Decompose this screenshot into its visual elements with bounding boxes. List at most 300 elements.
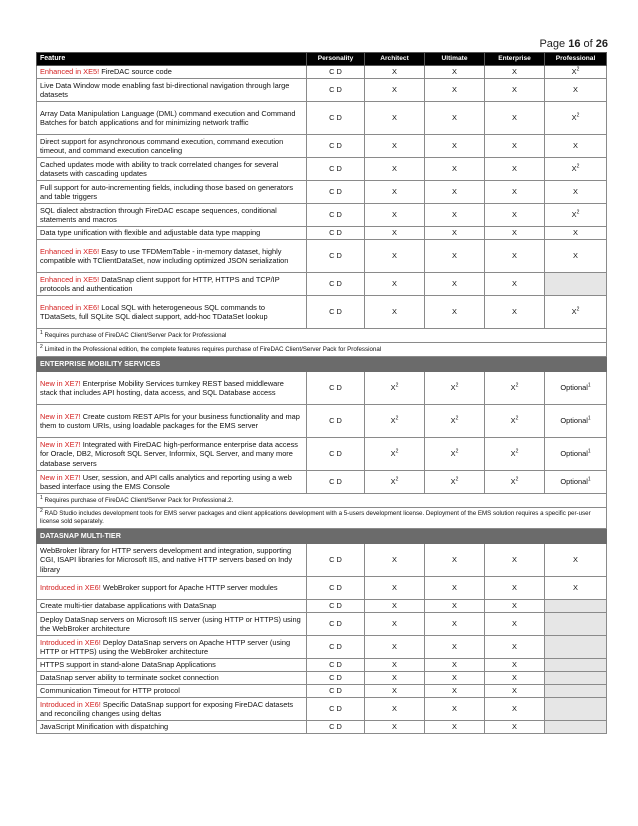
edition-value: C D <box>329 141 342 151</box>
feature-text: Specific DataSnap support for exposing FireDAC datasets and reconciling changes using deltas <box>40 699 294 718</box>
footnote-marker: 1 <box>587 382 591 389</box>
edition-value: Optional <box>560 477 588 487</box>
feature-text: Integrated with FireDAC high-performance enterprise data access for Oracle, DB2, Microsoft SQL Server, Informix, SQL Server, and many more database servers <box>40 439 298 468</box>
footnote-row <box>37 329 607 343</box>
edition-value: C D <box>329 619 342 629</box>
edition-cell <box>425 273 485 296</box>
feature-matrix-table <box>36 52 607 734</box>
edition-value: X <box>452 660 457 670</box>
release-tag: Introduced in XE6! <box>40 699 101 709</box>
edition-value: X <box>392 141 397 151</box>
edition-value: X <box>392 279 397 289</box>
feature-cell <box>37 158 307 181</box>
edition-value: C D <box>329 279 342 289</box>
table-row <box>37 227 607 240</box>
edition-value: C D <box>329 601 342 611</box>
edition-value: C D <box>329 210 342 220</box>
edition-cell <box>365 405 425 438</box>
edition-cell <box>485 636 545 659</box>
table-row <box>37 438 607 471</box>
edition-value: X <box>452 279 457 289</box>
edition-cell <box>485 372 545 405</box>
footnote-marker: 2 <box>515 415 519 422</box>
edition-value: X <box>450 477 456 487</box>
edition-cell <box>485 685 545 698</box>
footnote-marker: 1 <box>587 448 591 455</box>
edition-value: X <box>392 307 397 317</box>
edition-value: X <box>512 704 517 714</box>
edition-value: X <box>512 141 517 151</box>
column-header-personality: Personality <box>307 53 365 66</box>
footnote-marker: 2 <box>395 476 399 483</box>
feature-text: User, session, and API calls analytics and reporting using a web based interface using the EMS Console <box>40 472 292 491</box>
edition-value: X <box>452 583 457 593</box>
table-body <box>37 66 607 734</box>
footnote-marker: 2 <box>455 382 459 389</box>
edition-value: X <box>392 601 397 611</box>
edition-value: C D <box>329 660 342 670</box>
edition-cell <box>365 66 425 79</box>
edition-cell <box>485 240 545 273</box>
table-row <box>37 613 607 636</box>
table-row <box>37 66 607 79</box>
edition-cell <box>485 659 545 672</box>
edition-cell <box>485 181 545 204</box>
column-header-enterprise: Enterprise <box>485 53 545 66</box>
edition-value: X <box>452 601 457 611</box>
edition-cell <box>545 600 607 613</box>
edition-cell <box>307 544 365 577</box>
edition-value: X <box>573 85 578 95</box>
edition-cell <box>425 659 485 672</box>
edition-cell <box>365 79 425 102</box>
feature-cell <box>37 672 307 685</box>
edition-cell <box>425 405 485 438</box>
edition-value: C D <box>329 722 342 732</box>
table-row <box>37 102 607 135</box>
edition-cell <box>425 636 485 659</box>
edition-cell <box>307 227 365 240</box>
release-tag: New in XE7! <box>40 439 81 449</box>
edition-cell <box>545 273 607 296</box>
feature-text: SQL dialect abstraction through FireDAC escape sequences, conditional statements and macros <box>40 205 277 224</box>
table-row <box>37 544 607 577</box>
edition-value: C D <box>329 113 342 123</box>
feature-text: Array Data Manipulation Language (DML) command execution and Command Batches for batch applications and for minimizing network traffic <box>40 108 296 127</box>
section-header-row <box>37 357 607 372</box>
edition-cell <box>545 471 607 494</box>
feature-cell <box>37 66 307 79</box>
edition-value: X <box>392 210 397 220</box>
edition-cell <box>545 181 607 204</box>
feature-cell <box>37 102 307 135</box>
edition-value: X <box>452 555 457 565</box>
edition-cell <box>425 438 485 471</box>
section-title: DATASNAP MULTI-TIER <box>37 529 607 544</box>
release-tag: Enhanced in XE6! <box>40 246 100 256</box>
feature-text: Create custom REST APIs for your business functionality and map them to custom URIs, using loadable packages for the EMS server <box>40 411 300 430</box>
footnote-row <box>37 343 607 357</box>
footnote-text <box>37 508 607 529</box>
edition-cell <box>365 471 425 494</box>
footnote-marker: 2 <box>395 448 399 455</box>
edition-cell <box>545 158 607 181</box>
edition-cell <box>365 204 425 227</box>
feature-text: HTTPS support in stand-alone DataSnap Applications <box>40 660 216 670</box>
footnote-marker: 2 <box>576 112 580 119</box>
edition-cell <box>425 296 485 329</box>
edition-cell <box>485 471 545 494</box>
edition-value: X <box>510 477 516 487</box>
edition-cell <box>307 438 365 471</box>
edition-cell <box>485 102 545 135</box>
edition-cell <box>307 636 365 659</box>
edition-value: X <box>512 722 517 732</box>
table-row <box>37 372 607 405</box>
edition-cell <box>425 181 485 204</box>
edition-value: X <box>571 113 577 123</box>
edition-cell <box>365 135 425 158</box>
edition-cell <box>425 471 485 494</box>
edition-cell <box>365 102 425 135</box>
feature-cell <box>37 135 307 158</box>
footnote-body: RAD Studio includes development tools for EMS server packages and client applications development with a 5-users development license. Deployment of the EMS solution requires a specific per-user license sold separately. <box>40 510 591 525</box>
table-row <box>37 659 607 672</box>
edition-value: X <box>392 673 397 683</box>
edition-cell <box>307 181 365 204</box>
edition-cell <box>365 544 425 577</box>
edition-value: X <box>573 251 578 261</box>
feature-cell <box>37 471 307 494</box>
edition-value: X <box>392 555 397 565</box>
current-page: 16 <box>568 38 581 50</box>
edition-cell <box>307 204 365 227</box>
feature-cell <box>37 181 307 204</box>
edition-cell <box>365 600 425 613</box>
edition-cell <box>365 296 425 329</box>
edition-value: X <box>392 704 397 714</box>
table-row <box>37 698 607 721</box>
edition-value: X <box>512 113 517 123</box>
edition-value: X <box>512 642 517 652</box>
footnote-number: 2 <box>40 507 43 514</box>
edition-cell <box>307 577 365 600</box>
edition-cell <box>485 600 545 613</box>
edition-value: X <box>510 449 516 459</box>
edition-cell <box>485 158 545 181</box>
edition-value: X <box>452 210 457 220</box>
edition-value: X <box>512 67 517 77</box>
edition-value: X <box>452 722 457 732</box>
footnote-marker: 2 <box>395 382 399 389</box>
edition-value: X <box>452 704 457 714</box>
edition-cell <box>307 659 365 672</box>
footnote-marker: 2 <box>515 448 519 455</box>
edition-cell <box>425 372 485 405</box>
edition-value: X <box>450 383 456 393</box>
release-tag: Enhanced in XE5! <box>40 67 100 77</box>
edition-cell <box>425 204 485 227</box>
feature-cell <box>37 685 307 698</box>
edition-value: C D <box>329 228 342 238</box>
edition-value: C D <box>329 477 342 487</box>
edition-cell <box>307 600 365 613</box>
edition-value: X <box>512 686 517 696</box>
edition-cell <box>545 438 607 471</box>
table-row <box>37 721 607 734</box>
feature-cell <box>37 544 307 577</box>
edition-value: X <box>392 67 397 77</box>
footnote-marker: 2 <box>515 382 519 389</box>
edition-cell <box>307 721 365 734</box>
edition-value: X <box>512 251 517 261</box>
column-header-professional: Professional <box>545 53 607 66</box>
edition-cell <box>365 227 425 240</box>
edition-value: X <box>452 686 457 696</box>
edition-cell <box>425 685 485 698</box>
edition-value: C D <box>329 187 342 197</box>
edition-value: X <box>392 583 397 593</box>
edition-cell <box>425 227 485 240</box>
edition-value: Optional <box>560 449 588 459</box>
edition-value: X <box>573 228 578 238</box>
footnote-number: 1 <box>40 329 43 336</box>
edition-cell <box>485 698 545 721</box>
edition-value: C D <box>329 251 342 261</box>
edition-value: X <box>452 228 457 238</box>
edition-cell <box>307 698 365 721</box>
edition-cell <box>545 672 607 685</box>
edition-value: X <box>452 187 457 197</box>
edition-cell <box>307 613 365 636</box>
edition-value: X <box>512 555 517 565</box>
feature-cell <box>37 613 307 636</box>
edition-cell <box>545 102 607 135</box>
column-header-ultimate: Ultimate <box>425 53 485 66</box>
edition-value: X <box>392 85 397 95</box>
edition-cell <box>365 613 425 636</box>
edition-cell <box>485 672 545 685</box>
edition-value: C D <box>329 704 342 714</box>
table-row <box>37 672 607 685</box>
edition-value: X <box>452 642 457 652</box>
table-row <box>37 240 607 273</box>
feature-text: Live Data Window mode enabling fast bi-directional navigation through large datasets <box>40 80 290 99</box>
edition-value: C D <box>329 583 342 593</box>
edition-cell <box>365 158 425 181</box>
edition-value: C D <box>329 686 342 696</box>
edition-value: X <box>512 279 517 289</box>
edition-value: C D <box>329 307 342 317</box>
section-title: ENTERPRISE MOBILITY SERVICES <box>37 357 607 372</box>
edition-cell <box>485 721 545 734</box>
feature-text: JavaScript Minification with dispatching <box>40 722 169 732</box>
edition-value: X <box>392 722 397 732</box>
release-tag: New in XE7! <box>40 378 81 388</box>
footnote-text <box>37 343 607 357</box>
edition-cell <box>485 227 545 240</box>
table-row <box>37 405 607 438</box>
edition-cell <box>485 296 545 329</box>
footnote-marker: 2 <box>515 476 519 483</box>
feature-text: Enterprise Mobility Services turnkey REST based middleware stack that includes API hosting, data access, and SQL Database access <box>40 378 284 397</box>
edition-cell <box>545 613 607 636</box>
edition-cell <box>545 405 607 438</box>
edition-cell <box>485 544 545 577</box>
edition-value: X <box>392 113 397 123</box>
table-row <box>37 296 607 329</box>
feature-text: Cached updates mode with ability to track correlated changes for several datasets with cascading updates <box>40 159 279 178</box>
edition-cell <box>545 636 607 659</box>
edition-cell <box>307 158 365 181</box>
edition-value: X <box>392 187 397 197</box>
edition-value: X <box>392 164 397 174</box>
edition-cell <box>425 698 485 721</box>
release-tag: Enhanced in XE6! <box>40 302 100 312</box>
feature-cell <box>37 79 307 102</box>
edition-value: C D <box>329 85 342 95</box>
table-row <box>37 135 607 158</box>
edition-cell <box>365 181 425 204</box>
edition-value: X <box>571 67 577 77</box>
table-row <box>37 471 607 494</box>
feature-cell <box>37 659 307 672</box>
edition-value: Optional <box>560 383 588 393</box>
edition-cell <box>545 135 607 158</box>
edition-value: X <box>390 383 396 393</box>
edition-value: X <box>392 251 397 261</box>
table-header-row <box>37 53 607 66</box>
edition-cell <box>545 296 607 329</box>
total-pages: 26 <box>595 38 608 50</box>
edition-value: X <box>452 164 457 174</box>
edition-cell <box>545 577 607 600</box>
footnote-marker: 2 <box>576 306 580 313</box>
footnote-marker: 2 <box>455 476 459 483</box>
edition-cell <box>485 438 545 471</box>
edition-cell <box>365 659 425 672</box>
edition-cell <box>485 405 545 438</box>
edition-cell <box>545 544 607 577</box>
edition-cell <box>425 102 485 135</box>
edition-cell <box>545 227 607 240</box>
edition-cell <box>545 66 607 79</box>
footnote-marker: 2 <box>576 209 580 216</box>
edition-value: X <box>571 210 577 220</box>
feature-text: Deploy DataSnap servers on Apache HTTP server (using HTTP or HTTPS) using the WebBroker architecture <box>40 637 291 656</box>
edition-value: X <box>512 660 517 670</box>
edition-cell <box>307 672 365 685</box>
feature-cell <box>37 296 307 329</box>
table-row <box>37 181 607 204</box>
edition-value: X <box>392 619 397 629</box>
edition-value: C D <box>329 555 342 565</box>
edition-cell <box>485 66 545 79</box>
edition-value: X <box>512 164 517 174</box>
table-row <box>37 636 607 659</box>
edition-value: X <box>512 85 517 95</box>
table-row <box>37 685 607 698</box>
edition-cell <box>425 240 485 273</box>
feature-text: Easy to use TFDMemTable - in-memory dataset, highly compatible with TClientDataSet, now including optimized JSON serialization <box>40 246 289 265</box>
edition-cell <box>365 672 425 685</box>
feature-cell <box>37 577 307 600</box>
section-header-row <box>37 529 607 544</box>
edition-cell <box>485 135 545 158</box>
footnote-number: 1 <box>40 494 43 501</box>
edition-value: X <box>573 583 578 593</box>
edition-cell <box>425 721 485 734</box>
edition-cell <box>545 698 607 721</box>
edition-value: X <box>390 477 396 487</box>
edition-value: X <box>571 307 577 317</box>
edition-cell <box>365 721 425 734</box>
edition-value: X <box>452 251 457 261</box>
edition-value: C D <box>329 383 342 393</box>
edition-cell <box>425 672 485 685</box>
edition-cell <box>307 79 365 102</box>
footnote-marker: 2 <box>576 163 580 170</box>
edition-cell <box>485 204 545 227</box>
edition-cell <box>365 636 425 659</box>
footnote-marker: 1 <box>587 415 591 422</box>
edition-cell <box>307 273 365 296</box>
edition-cell <box>545 79 607 102</box>
edition-value: X <box>392 660 397 670</box>
feature-cell <box>37 273 307 296</box>
footnote-marker: 1 <box>587 476 591 483</box>
feature-cell <box>37 438 307 471</box>
edition-cell <box>485 613 545 636</box>
edition-cell <box>365 685 425 698</box>
edition-cell <box>307 685 365 698</box>
edition-value: X <box>573 141 578 151</box>
footnote-marker: 2 <box>455 415 459 422</box>
feature-cell <box>37 372 307 405</box>
footnote-row <box>37 508 607 529</box>
edition-value: X <box>452 113 457 123</box>
edition-value: X <box>392 228 397 238</box>
edition-cell <box>485 577 545 600</box>
feature-text: Direct support for asynchronous command execution, command execution timeout, and command execution canceling <box>40 136 284 155</box>
feature-text: WebBroker library for HTTP servers development and integration, supporting CGI, ISAPI libraries for Microsoft IIS, and native HTTP servers based on Indy library <box>40 545 293 574</box>
feature-cell <box>37 721 307 734</box>
edition-value: X <box>392 642 397 652</box>
edition-value: X <box>512 601 517 611</box>
table-row <box>37 600 607 613</box>
edition-cell <box>425 66 485 79</box>
edition-value: C D <box>329 67 342 77</box>
footnote-marker: 2 <box>576 66 580 73</box>
edition-cell <box>485 273 545 296</box>
footnote-row <box>37 494 607 508</box>
feature-cell <box>37 204 307 227</box>
edition-value: X <box>452 141 457 151</box>
feature-cell <box>37 698 307 721</box>
feature-cell <box>37 405 307 438</box>
footnote-number: 2 <box>40 343 43 350</box>
edition-value: Optional <box>560 416 588 426</box>
edition-cell <box>545 372 607 405</box>
edition-value: X <box>452 67 457 77</box>
edition-cell <box>425 135 485 158</box>
edition-value: X <box>512 673 517 683</box>
footnote-marker: 2 <box>455 448 459 455</box>
edition-value: X <box>512 307 517 317</box>
edition-value: X <box>573 187 578 197</box>
page-number: Page 16 of 26 <box>539 38 608 50</box>
edition-value: X <box>512 619 517 629</box>
